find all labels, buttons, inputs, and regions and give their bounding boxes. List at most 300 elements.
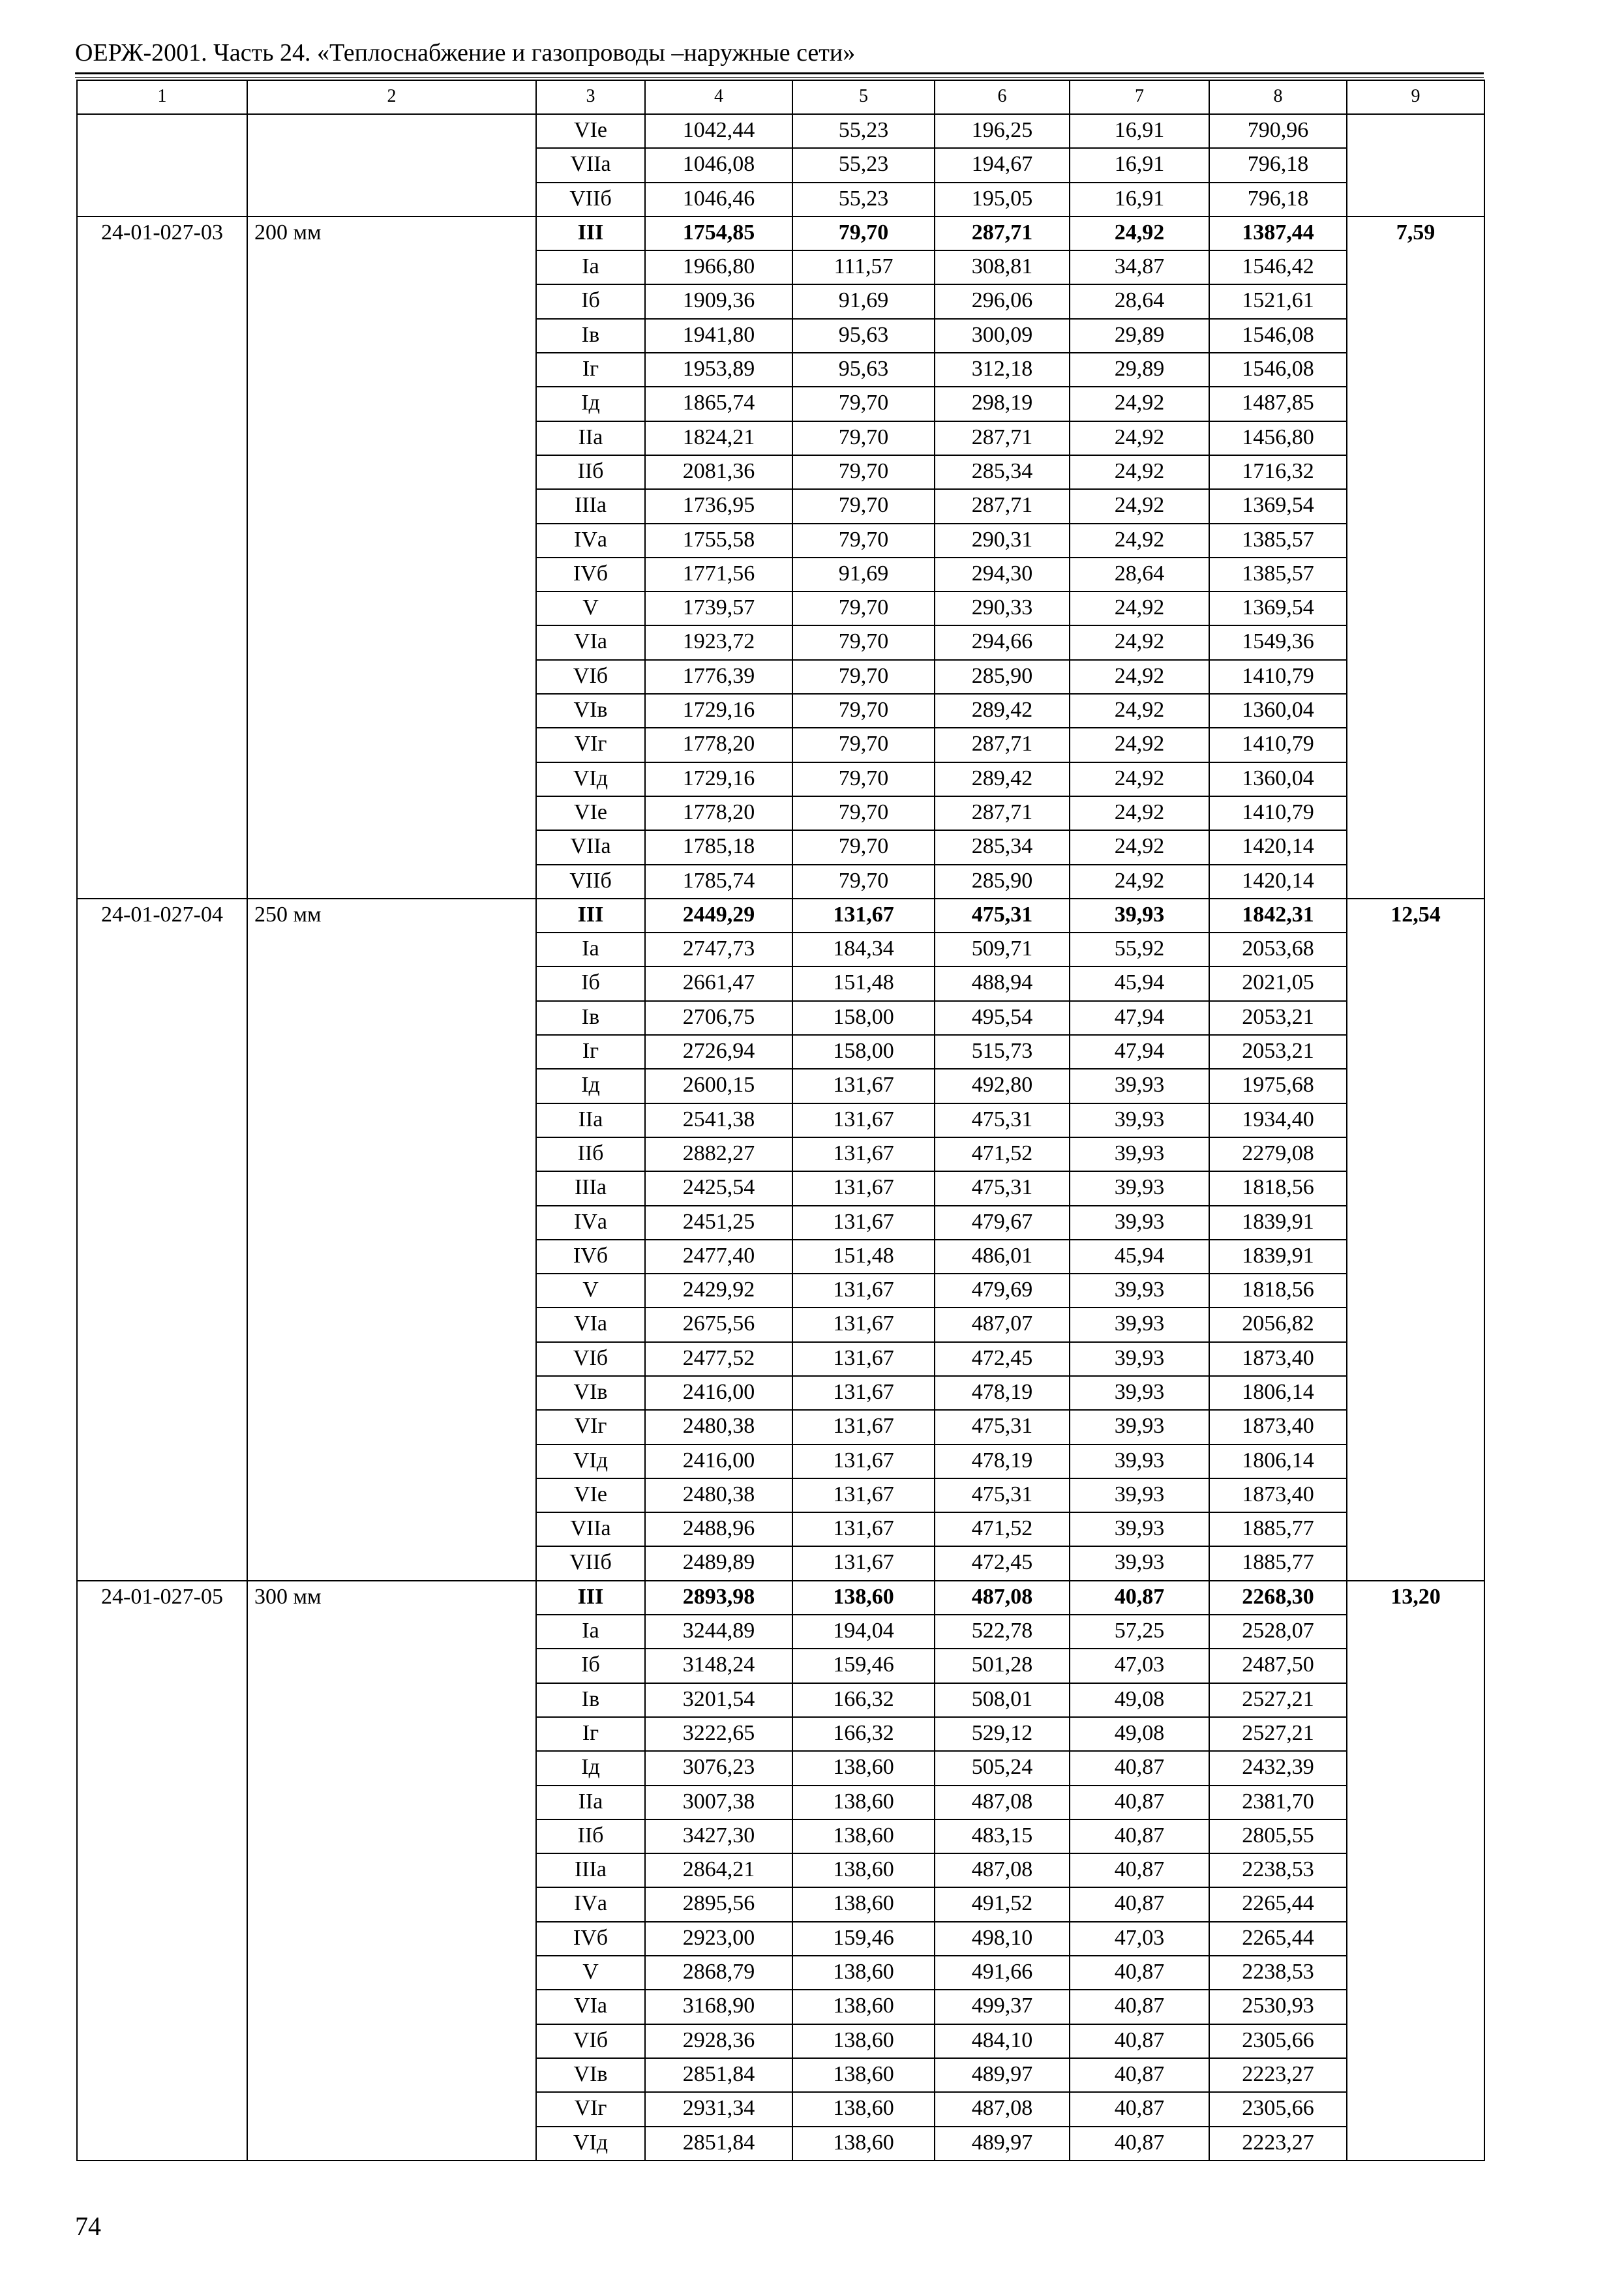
column-number: 4 <box>645 80 792 114</box>
zone-cell: VIг <box>536 1410 645 1444</box>
value-cell: 39,93 <box>1070 899 1209 933</box>
value-cell: 487,08 <box>935 1786 1070 1819</box>
value-cell: 1729,16 <box>645 694 792 728</box>
zone-cell: VIIб <box>536 865 645 899</box>
value-cell: 1739,57 <box>645 591 792 625</box>
value-cell: 285,34 <box>935 455 1070 489</box>
value-cell: 79,70 <box>792 762 935 796</box>
value-cell: 55,23 <box>792 183 935 217</box>
value-cell: 47,94 <box>1070 1001 1209 1035</box>
value-cell: 472,45 <box>935 1342 1070 1376</box>
value-cell: 3244,89 <box>645 1615 792 1649</box>
value-cell: 1369,54 <box>1209 489 1347 523</box>
zone-cell: Iб <box>536 284 645 318</box>
zone-cell: VIв <box>536 694 645 728</box>
value-cell: 2851,84 <box>645 2127 792 2161</box>
value-cell: 1410,79 <box>1209 660 1347 694</box>
value-cell: 1360,04 <box>1209 762 1347 796</box>
value-cell: 138,60 <box>792 1819 935 1853</box>
value-cell: 2305,66 <box>1209 2024 1347 2058</box>
zone-cell: VIд <box>536 1444 645 1478</box>
value-cell: 1420,14 <box>1209 830 1347 864</box>
table-row <box>77 1581 1484 1615</box>
value-cell: 138,60 <box>792 2127 935 2161</box>
code-cell: 24-01-027-05 <box>77 1581 247 2161</box>
zone-cell: Iа <box>536 250 645 284</box>
value-cell: 491,66 <box>935 1956 1070 1990</box>
column-number: 7 <box>1070 80 1209 114</box>
value-cell: 2928,36 <box>645 2024 792 2058</box>
value-cell: 287,71 <box>935 217 1070 250</box>
value-cell: 1966,80 <box>645 250 792 284</box>
zone-cell: VIб <box>536 1342 645 1376</box>
value-cell: 1385,57 <box>1209 558 1347 591</box>
zone-cell: IVб <box>536 1922 645 1956</box>
value-cell: 289,42 <box>935 694 1070 728</box>
value-cell: 39,93 <box>1070 1410 1209 1444</box>
value-cell: 79,70 <box>792 865 935 899</box>
value-cell: 24,92 <box>1070 625 1209 659</box>
value-cell: 471,52 <box>935 1137 1070 1171</box>
value-cell: 2923,00 <box>645 1922 792 1956</box>
value-cell: 495,54 <box>935 1001 1070 1035</box>
value-cell: 489,97 <box>935 2127 1070 2161</box>
zone-cell: IVа <box>536 524 645 558</box>
value-cell: 2449,29 <box>645 899 792 933</box>
value-cell: 290,31 <box>935 524 1070 558</box>
value-cell: 79,70 <box>792 694 935 728</box>
value-cell: 194,04 <box>792 1615 935 1649</box>
zone-cell: V <box>536 1274 645 1308</box>
zone-cell: IVа <box>536 1887 645 1921</box>
zone-cell: IIIа <box>536 1171 645 1205</box>
value-cell: 1456,80 <box>1209 421 1347 455</box>
zone-cell: Iв <box>536 1001 645 1035</box>
value-cell: 290,33 <box>935 591 1070 625</box>
value-cell: 40,87 <box>1070 1581 1209 1615</box>
value-cell: 24,92 <box>1070 524 1209 558</box>
value-cell: 2527,21 <box>1209 1683 1347 1717</box>
value-cell: 300,09 <box>935 319 1070 353</box>
value-cell: 1385,57 <box>1209 524 1347 558</box>
value-cell: 138,60 <box>792 2092 935 2126</box>
value-cell: 158,00 <box>792 1035 935 1069</box>
value-cell: 95,63 <box>792 319 935 353</box>
column-number-row <box>77 80 1484 114</box>
zone-cell: Iб <box>536 966 645 1000</box>
value-cell: 287,71 <box>935 489 1070 523</box>
header-rule-thin <box>75 77 1484 78</box>
value-cell: 491,52 <box>935 1887 1070 1921</box>
value-cell: 488,94 <box>935 966 1070 1000</box>
value-cell: 1818,56 <box>1209 1171 1347 1205</box>
value-cell: 2429,92 <box>645 1274 792 1308</box>
value-cell: 2238,53 <box>1209 1956 1347 1990</box>
zone-cell: IVа <box>536 1206 645 1240</box>
value-cell: 40,87 <box>1070 2092 1209 2126</box>
value-cell: 2477,40 <box>645 1240 792 1274</box>
value-cell: 79,70 <box>792 796 935 830</box>
price-table-body <box>77 80 1484 2161</box>
value-cell: 2706,75 <box>645 1001 792 1035</box>
value-cell: 47,03 <box>1070 1649 1209 1683</box>
value-cell: 24,92 <box>1070 387 1209 421</box>
value-cell: 1420,14 <box>1209 865 1347 899</box>
value-cell: 131,67 <box>792 1478 935 1512</box>
value-cell: 138,60 <box>792 1786 935 1819</box>
value-cell: 2223,27 <box>1209 2058 1347 2092</box>
value-cell: 487,08 <box>935 1853 1070 1887</box>
value-cell: 138,60 <box>792 1581 935 1615</box>
value-cell: 1549,36 <box>1209 625 1347 659</box>
value-cell: 1046,08 <box>645 148 792 182</box>
value-cell: 483,15 <box>935 1819 1070 1853</box>
zone-cell: Iд <box>536 387 645 421</box>
value-cell: 39,93 <box>1070 1103 1209 1137</box>
zone-cell: V <box>536 591 645 625</box>
value-cell: 159,46 <box>792 1922 935 1956</box>
value-cell: 478,19 <box>935 1376 1070 1410</box>
value-cell: 131,67 <box>792 1137 935 1171</box>
value-cell: 39,93 <box>1070 1444 1209 1478</box>
value-cell: 2541,38 <box>645 1103 792 1137</box>
value-cell: 287,71 <box>935 421 1070 455</box>
code-cell: 24-01-027-03 <box>77 217 247 899</box>
value-cell: 47,94 <box>1070 1035 1209 1069</box>
value-cell: 1865,74 <box>645 387 792 421</box>
value-cell: 1736,95 <box>645 489 792 523</box>
value-cell: 1546,42 <box>1209 250 1347 284</box>
value-cell: 2600,15 <box>645 1069 792 1103</box>
value-cell: 79,70 <box>792 387 935 421</box>
zone-cell: VIIб <box>536 1546 645 1580</box>
value-cell: 287,71 <box>935 728 1070 762</box>
zone-cell: VIб <box>536 660 645 694</box>
value-cell: 196,25 <box>935 114 1070 148</box>
value-cell: 2381,70 <box>1209 1786 1347 1819</box>
value-cell: 487,08 <box>935 2092 1070 2126</box>
value-cell: 475,31 <box>935 1410 1070 1444</box>
value-cell: 2425,54 <box>645 1171 792 1205</box>
page-header: ОЕРЖ-2001. Часть 24. «Теплоснабжение и газопроводы –наружные сети» <box>75 39 856 67</box>
value-cell: 489,97 <box>935 2058 1070 2092</box>
value-cell: 501,28 <box>935 1649 1070 1683</box>
value-cell: 39,93 <box>1070 1171 1209 1205</box>
value-cell: 3168,90 <box>645 1990 792 2024</box>
value-cell: 289,42 <box>935 762 1070 796</box>
value-cell: 2851,84 <box>645 2058 792 2092</box>
zone-cell: Iв <box>536 1683 645 1717</box>
value-cell: 505,24 <box>935 1751 1070 1785</box>
value-cell: 39,93 <box>1070 1342 1209 1376</box>
value-cell: 2747,73 <box>645 933 792 966</box>
value-cell: 2931,34 <box>645 2092 792 2126</box>
value-cell: 2451,25 <box>645 1206 792 1240</box>
column-number: 9 <box>1347 80 1484 114</box>
col9-cell: 13,20 <box>1347 1581 1484 2161</box>
value-cell: 2268,30 <box>1209 1581 1347 1615</box>
value-cell: 40,87 <box>1070 2024 1209 2058</box>
value-cell: 2053,21 <box>1209 1035 1347 1069</box>
zone-cell: VIIа <box>536 830 645 864</box>
zone-cell: VIа <box>536 1308 645 1341</box>
value-cell: 79,70 <box>792 591 935 625</box>
value-cell: 487,07 <box>935 1308 1070 1341</box>
value-cell: 39,93 <box>1070 1512 1209 1546</box>
value-cell: 2480,38 <box>645 1410 792 1444</box>
value-cell: 298,19 <box>935 387 1070 421</box>
value-cell: 39,93 <box>1070 1069 1209 1103</box>
value-cell: 24,92 <box>1070 591 1209 625</box>
value-cell: 2661,47 <box>645 966 792 1000</box>
value-cell: 166,32 <box>792 1683 935 1717</box>
value-cell: 2675,56 <box>645 1308 792 1341</box>
value-cell: 3007,38 <box>645 1786 792 1819</box>
value-cell: 39,93 <box>1070 1206 1209 1240</box>
value-cell: 195,05 <box>935 183 1070 217</box>
zone-cell: VIIа <box>536 148 645 182</box>
value-cell: 24,92 <box>1070 865 1209 899</box>
value-cell: 24,92 <box>1070 830 1209 864</box>
value-cell: 131,67 <box>792 1171 935 1205</box>
column-number: 5 <box>792 80 935 114</box>
value-cell: 2726,94 <box>645 1035 792 1069</box>
value-cell: 1369,54 <box>1209 591 1347 625</box>
zone-cell: III <box>536 1581 645 1615</box>
value-cell: 1885,77 <box>1209 1512 1347 1546</box>
value-cell: 131,67 <box>792 1512 935 1546</box>
value-cell: 2530,93 <box>1209 1990 1347 2024</box>
value-cell: 3148,24 <box>645 1649 792 1683</box>
zone-cell: VIд <box>536 2127 645 2161</box>
value-cell: 45,94 <box>1070 1240 1209 1274</box>
value-cell: 529,12 <box>935 1717 1070 1751</box>
zone-cell: IVб <box>536 1240 645 1274</box>
value-cell: 1885,77 <box>1209 1546 1347 1580</box>
col9-cell: 7,59 <box>1347 217 1484 899</box>
value-cell: 95,63 <box>792 353 935 387</box>
value-cell: 138,60 <box>792 1887 935 1921</box>
value-cell: 1941,80 <box>645 319 792 353</box>
value-cell: 159,46 <box>792 1649 935 1683</box>
col9-cell: 12,54 <box>1347 899 1484 1581</box>
value-cell: 1909,36 <box>645 284 792 318</box>
value-cell: 2868,79 <box>645 1956 792 1990</box>
value-cell: 45,94 <box>1070 966 1209 1000</box>
value-cell: 40,87 <box>1070 2058 1209 2092</box>
zone-cell: Iа <box>536 1615 645 1649</box>
value-cell: 2279,08 <box>1209 1137 1347 1171</box>
zone-cell: III <box>536 217 645 250</box>
value-cell: 138,60 <box>792 1853 935 1887</box>
zone-cell: VIд <box>536 762 645 796</box>
value-cell: 131,67 <box>792 1410 935 1444</box>
value-cell: 2223,27 <box>1209 2127 1347 2161</box>
value-cell: 131,67 <box>792 1376 935 1410</box>
zone-cell: VIа <box>536 1990 645 2024</box>
zone-cell: VIв <box>536 1376 645 1410</box>
value-cell: 55,92 <box>1070 933 1209 966</box>
value-cell: 2056,82 <box>1209 1308 1347 1341</box>
value-cell: 79,70 <box>792 489 935 523</box>
header-rule <box>75 72 1484 74</box>
table-row <box>77 899 1484 933</box>
value-cell: 478,19 <box>935 1444 1070 1478</box>
value-cell: 2432,39 <box>1209 1751 1347 1785</box>
zone-cell: Iг <box>536 1717 645 1751</box>
value-cell: 3076,23 <box>645 1751 792 1785</box>
value-cell: 285,90 <box>935 660 1070 694</box>
value-cell: 1754,85 <box>645 217 792 250</box>
value-cell: 39,93 <box>1070 1137 1209 1171</box>
value-cell: 131,67 <box>792 1069 935 1103</box>
value-cell: 2265,44 <box>1209 1922 1347 1956</box>
value-cell: 285,90 <box>935 865 1070 899</box>
value-cell: 49,08 <box>1070 1717 1209 1751</box>
value-cell: 1873,40 <box>1209 1410 1347 1444</box>
value-cell: 2480,38 <box>645 1478 792 1512</box>
value-cell: 91,69 <box>792 558 935 591</box>
value-cell: 79,70 <box>792 830 935 864</box>
value-cell: 1806,14 <box>1209 1376 1347 1410</box>
value-cell: 1387,44 <box>1209 217 1347 250</box>
value-cell: 39,93 <box>1070 1376 1209 1410</box>
value-cell: 492,80 <box>935 1069 1070 1103</box>
zone-cell: VIг <box>536 2092 645 2126</box>
zone-cell: VIв <box>536 2058 645 2092</box>
value-cell: 2265,44 <box>1209 1887 1347 1921</box>
value-cell: 158,00 <box>792 1001 935 1035</box>
value-cell: 49,08 <box>1070 1683 1209 1717</box>
value-cell: 39,93 <box>1070 1478 1209 1512</box>
value-cell: 151,48 <box>792 1240 935 1274</box>
zone-cell: IIа <box>536 421 645 455</box>
value-cell: 2477,52 <box>645 1342 792 1376</box>
value-cell: 796,18 <box>1209 148 1347 182</box>
value-cell: 1778,20 <box>645 796 792 830</box>
value-cell: 138,60 <box>792 1751 935 1785</box>
zone-cell: IIа <box>536 1786 645 1819</box>
size-cell: 200 мм <box>247 217 536 899</box>
size-cell: 250 мм <box>247 899 536 1581</box>
value-cell: 79,70 <box>792 421 935 455</box>
value-cell: 2416,00 <box>645 1376 792 1410</box>
value-cell: 487,08 <box>935 1581 1070 1615</box>
zone-cell: IIа <box>536 1103 645 1137</box>
zone-cell: VIе <box>536 1478 645 1512</box>
value-cell: 24,92 <box>1070 796 1209 830</box>
value-cell: 3427,30 <box>645 1819 792 1853</box>
zone-cell: VIг <box>536 728 645 762</box>
zone-cell: IIб <box>536 455 645 489</box>
value-cell: 2487,50 <box>1209 1649 1347 1683</box>
value-cell: 131,67 <box>792 899 935 933</box>
value-cell: 1410,79 <box>1209 728 1347 762</box>
value-cell: 34,87 <box>1070 250 1209 284</box>
value-cell: 509,71 <box>935 933 1070 966</box>
value-cell: 131,67 <box>792 1274 935 1308</box>
value-cell: 2238,53 <box>1209 1853 1347 1887</box>
value-cell: 138,60 <box>792 2024 935 2058</box>
value-cell: 1806,14 <box>1209 1444 1347 1478</box>
zone-cell: IIIа <box>536 1853 645 1887</box>
value-cell: 151,48 <box>792 966 935 1000</box>
value-cell: 79,70 <box>792 455 935 489</box>
value-cell: 91,69 <box>792 284 935 318</box>
zone-cell: IIб <box>536 1819 645 1853</box>
zone-cell: VIIб <box>536 183 645 217</box>
value-cell: 3201,54 <box>645 1683 792 1717</box>
value-cell: 24,92 <box>1070 489 1209 523</box>
value-cell: 2528,07 <box>1209 1615 1347 1649</box>
table-row <box>77 114 1484 148</box>
zone-cell: Iг <box>536 353 645 387</box>
value-cell: 138,60 <box>792 1990 935 2024</box>
value-cell: 2081,36 <box>645 455 792 489</box>
zone-cell: VIе <box>536 796 645 830</box>
value-cell: 294,66 <box>935 625 1070 659</box>
value-cell: 1776,39 <box>645 660 792 694</box>
value-cell: 499,37 <box>935 1990 1070 2024</box>
value-cell: 1521,61 <box>1209 284 1347 318</box>
value-cell: 1487,85 <box>1209 387 1347 421</box>
zone-cell: IVб <box>536 558 645 591</box>
column-number: 8 <box>1209 80 1347 114</box>
value-cell: 2893,98 <box>645 1581 792 1615</box>
value-cell: 2805,55 <box>1209 1819 1347 1853</box>
value-cell: 39,93 <box>1070 1546 1209 1580</box>
value-cell: 138,60 <box>792 2058 935 2092</box>
value-cell: 1824,21 <box>645 421 792 455</box>
value-cell: 40,87 <box>1070 1819 1209 1853</box>
zone-cell: Iг <box>536 1035 645 1069</box>
value-cell: 79,70 <box>792 625 935 659</box>
value-cell: 28,64 <box>1070 558 1209 591</box>
value-cell: 40,87 <box>1070 1853 1209 1887</box>
value-cell: 1839,91 <box>1209 1206 1347 1240</box>
value-cell: 138,60 <box>792 1956 935 1990</box>
value-cell: 39,93 <box>1070 1274 1209 1308</box>
value-cell: 1785,18 <box>645 830 792 864</box>
column-number: 1 <box>77 80 247 114</box>
value-cell: 16,91 <box>1070 183 1209 217</box>
zone-cell: VIIа <box>536 1512 645 1546</box>
value-cell: 24,92 <box>1070 421 1209 455</box>
value-cell: 131,67 <box>792 1342 935 1376</box>
value-cell: 2488,96 <box>645 1512 792 1546</box>
value-cell: 287,71 <box>935 796 1070 830</box>
size-cell: 300 мм <box>247 1581 536 2161</box>
value-cell: 285,34 <box>935 830 1070 864</box>
value-cell: 29,89 <box>1070 353 1209 387</box>
value-cell: 40,87 <box>1070 1990 1209 2024</box>
value-cell: 1716,32 <box>1209 455 1347 489</box>
value-cell: 16,91 <box>1070 114 1209 148</box>
value-cell: 24,92 <box>1070 694 1209 728</box>
price-table <box>76 80 1485 2161</box>
value-cell: 1546,08 <box>1209 353 1347 387</box>
code-cell <box>77 114 247 217</box>
page-number: 74 <box>75 2211 101 2241</box>
zone-cell: Iд <box>536 1751 645 1785</box>
value-cell: 471,52 <box>935 1512 1070 1546</box>
value-cell: 296,06 <box>935 284 1070 318</box>
value-cell: 294,30 <box>935 558 1070 591</box>
value-cell: 1771,56 <box>645 558 792 591</box>
zone-cell: VIе <box>536 114 645 148</box>
value-cell: 479,67 <box>935 1206 1070 1240</box>
value-cell: 790,96 <box>1209 114 1347 148</box>
